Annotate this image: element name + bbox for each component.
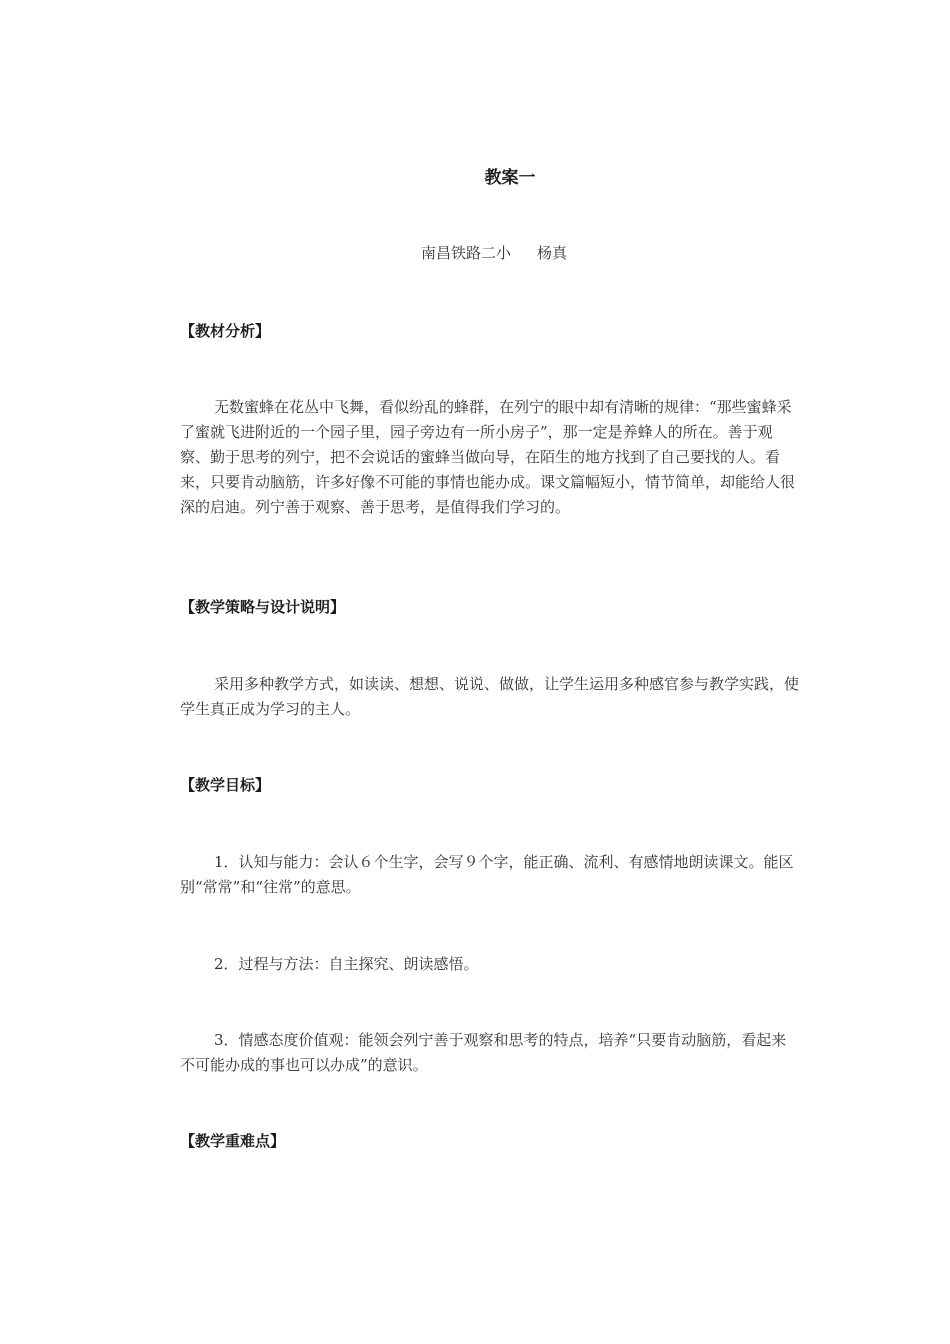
author-line <box>0 242 950 264</box>
section-heading-keypoints: 【教学重难点】 <box>180 1132 286 1150</box>
author-school: 南昌铁路二小 <box>420 244 511 262</box>
section-heading-goals: 【教学目标】 <box>180 776 271 794</box>
goal-item-3: 3．情感态度价值观：能领会列宁善于观察和思考的特点，培养“只要肯动脑筋，看起来不可能办成的事也可以办成”的意识。 <box>180 1031 787 1074</box>
section-heading-strategy: 【教学策略与设计说明】 <box>180 598 346 616</box>
strategy-paragraph: 采用多种教学方式，如读读、想想、说说、做做，让学生运用多种感官参与教学实践，使学生真正成为学习的主人。 <box>180 675 800 718</box>
goal-item-1: 1．认知与能力：会认６个生字，会写９个字，能正确、流利、有感情地朗读课文。能区别“常常”和“往常”的意思。 <box>180 853 794 896</box>
analysis-paragraph: 无数蜜蜂在花丛中飞舞，看似纷乱的蜂群，在列宁的眼中却有清晰的规律：“那些蜜蜂采了蜜就飞进附近的一个园子里，园子旁边有一所小房子”，那一定是养蜂人的所在。善于观察、勤于思考的列宁，把不会说话的蜜蜂当做向导，在陌生的地方找到了自己要找的人。看来，只要肯动脑筋，许多好像不可能的事情也能办成。课文篇幅短小，情节简单，却能给人很深的启迪。列宁善于观察、善于思考，是值得我们学习的。 <box>180 398 796 516</box>
goal-item-2: 2．过程与方法：自主探究、朗读感悟。 <box>214 955 479 973</box>
document-title: 教案一 <box>484 168 536 188</box>
section-heading-analysis: 【教材分析】 <box>180 322 271 340</box>
author-name: 杨真 <box>537 244 568 262</box>
